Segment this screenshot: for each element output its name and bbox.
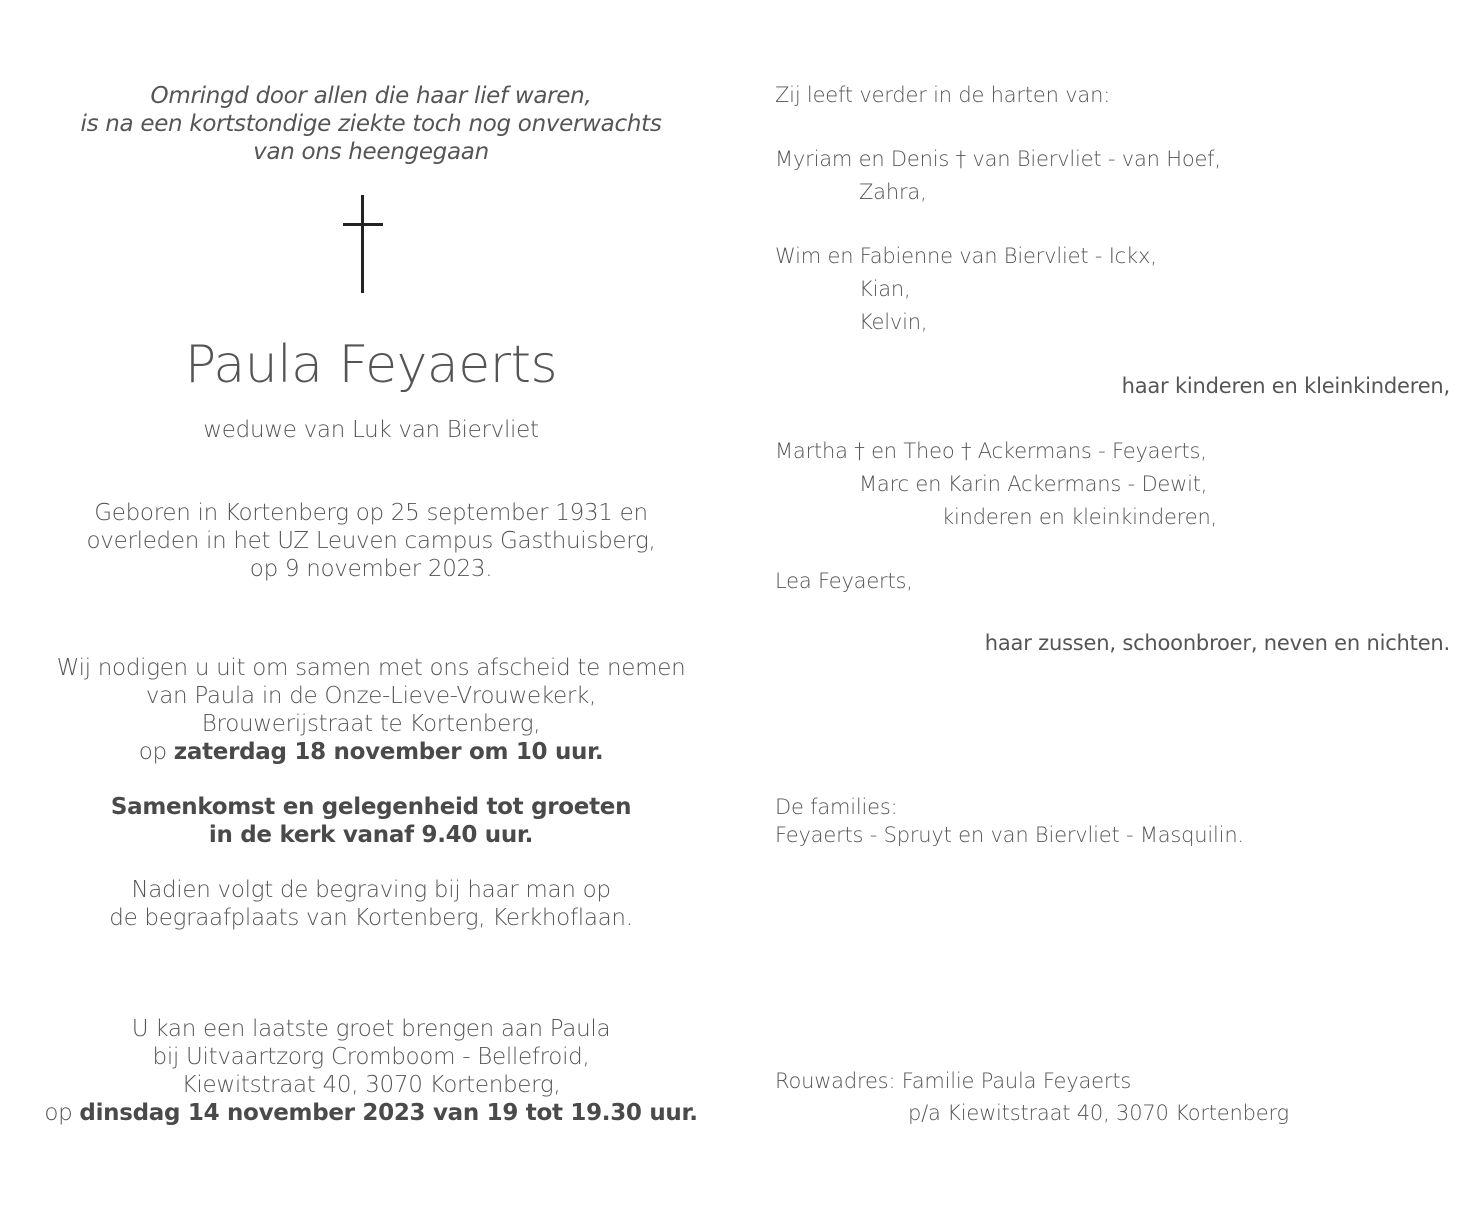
cross-icon (343, 195, 383, 293)
date-prefix: op (138, 739, 174, 765)
birth-line: Geboren in Kortenberg op 25 september 1931 en (94, 500, 648, 526)
burial-info (0, 876, 742, 932)
widow-of (0, 416, 742, 444)
invitation-line: van Paula in de Onze-Lieve-Vrouwekerk, (145, 683, 597, 709)
deceased-name: Paula Feyaerts (184, 335, 558, 395)
family-sub: Marc en Karin Ackermans - Dewit, (859, 472, 1208, 496)
intro-line: van ons heengegaan (253, 139, 489, 165)
grandchild-name: Kian, (859, 277, 911, 301)
address-line: p/a Kiewitstraat 40, 3070 Kortenberg (908, 1101, 1289, 1125)
grandchild-name: Kelvin, (859, 310, 928, 334)
children-label: haar kinderen en kleinkinderen, (1121, 374, 1450, 398)
farewell-line: Kiewitstraat 40, 3070 Kortenberg, (181, 1072, 561, 1098)
invitation-line: Wij nodigen u uit om samen met ons afscheid te nemen (56, 655, 686, 681)
farewell-date (0, 1099, 742, 1127)
families-names: Feyaerts - Spruyt en van Biervliet - Masquilin. (775, 823, 1244, 847)
family-couple: Myriam en Denis † van Biervliet - van Hoef, (775, 147, 1221, 171)
burial-line: Nadien volgt de begraving bij haar man op (131, 877, 611, 903)
date-bold: dinsdag 14 november 2023 van 19 tot 19.30 uur. (79, 1100, 698, 1126)
birth-death-info (0, 499, 742, 583)
date-bold: zaterdag 18 november om 10 uur. (173, 739, 604, 765)
sister-name: Lea Feyaerts, (775, 569, 913, 593)
families-heading: De families: (775, 795, 898, 819)
family-couple: Martha † en Theo † Ackermans - Feyaerts, (775, 439, 1207, 463)
intro-text (0, 82, 742, 166)
invitation-date (0, 738, 742, 766)
survivors-heading: Zij leeft verder in de harten van: (775, 83, 1111, 107)
farewell-info (0, 1015, 742, 1127)
intro-line: is na een kortstondige ziekte toch nog onverwachts (80, 111, 662, 137)
birth-line: op 9 november 2023. (249, 556, 493, 582)
gathering-line: Samenkomst en gelegenheid tot groeten (110, 794, 632, 820)
date-prefix: op (44, 1100, 80, 1126)
siblings-label: haar zussen, schoonbroer, neven en nichten. (984, 631, 1450, 655)
address-label: Rouwadres: Familie Paula Feyaerts (775, 1069, 1132, 1093)
family-couple: Wim en Fabienne van Biervliet - Ickx, (775, 244, 1157, 268)
burial-line: de begraafplaats van Kortenberg, Kerkhoflaan. (109, 905, 633, 931)
gathering-line: in de kerk vanaf 9.40 uur. (208, 822, 534, 848)
family-sub: kinderen en kleinkinderen, (942, 505, 1218, 529)
farewell-line: U kan een laatste groet brengen aan Paula (131, 1016, 611, 1042)
widow-of-text: weduwe van Luk van Biervliet (203, 417, 539, 443)
farewell-line: bij Uitvaartzorg Cromboom - Bellefroid, (152, 1044, 590, 1070)
funeral-invitation (0, 654, 742, 766)
birth-line: overleden in het UZ Leuven campus Gasthuisberg, (86, 528, 656, 554)
invitation-line: Brouwerijstraat te Kortenberg, (201, 711, 541, 737)
intro-line: Omringd door allen die haar lief waren, (150, 83, 592, 109)
gathering-info (0, 793, 742, 849)
grandchild-name: Zahra, (859, 180, 927, 204)
